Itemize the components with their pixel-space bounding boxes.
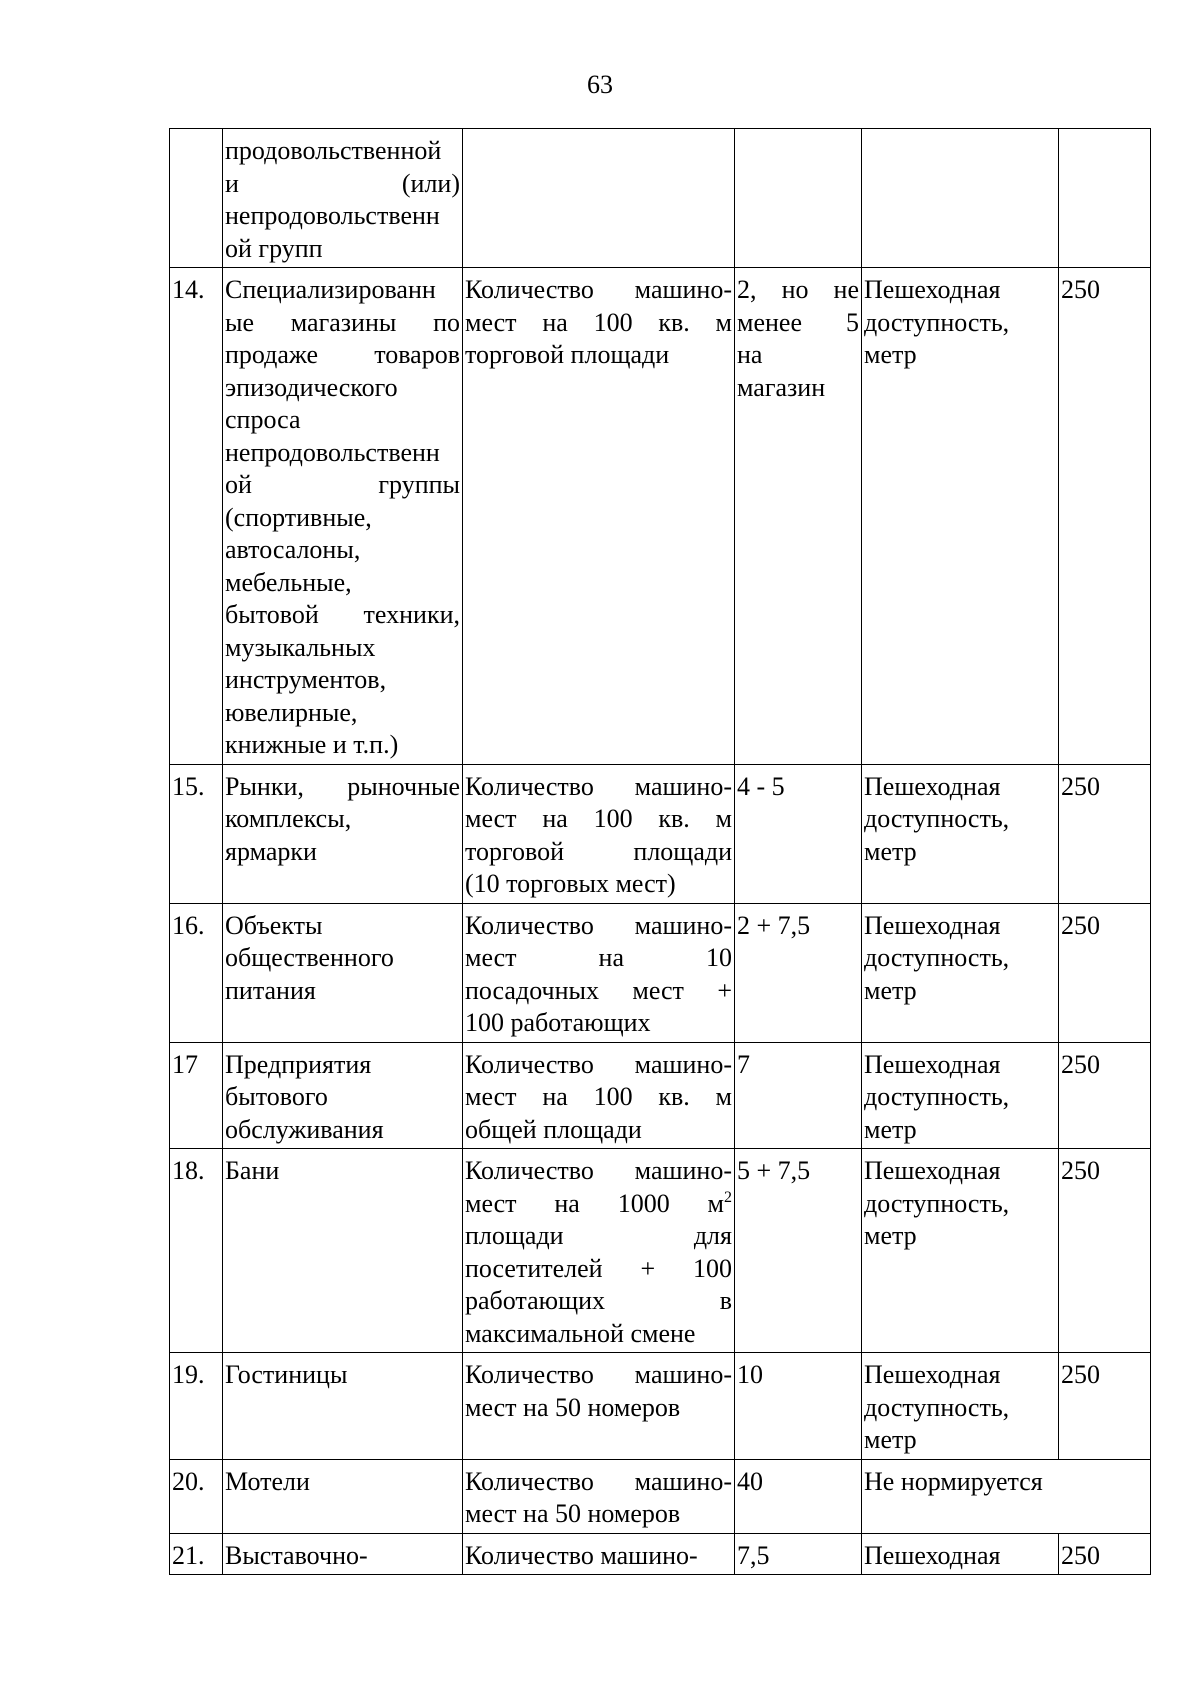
indicator-line [465,1359,732,1392]
value-text: на [737,340,763,369]
access-line [864,1392,1056,1425]
indicator-text: Количество машино- [465,1156,732,1185]
indicator-cell [463,1042,735,1149]
object-text: ой группы [225,470,460,499]
access-text: Пешеходная [864,1360,1001,1389]
indicator-text: Количество машино- [465,1540,698,1570]
table-row [170,129,1151,268]
row-number-cell: 19. [170,1353,223,1460]
table-row [170,1533,1151,1575]
row-number-cell: 18. [170,1149,223,1353]
object-line [225,469,460,502]
indicator-line [465,1466,732,1499]
row-number-cell: 15. [170,764,223,903]
indicator-line [465,1318,732,1351]
parking-norms-table [169,128,1151,1575]
indicator-line [465,803,732,836]
access-line [864,1081,1056,1114]
norm-value-cell [735,1042,862,1149]
indicator-text: работающих в [465,1286,732,1315]
value-text: 2 + 7,5 [737,910,811,940]
object-text: инструментов, [225,665,387,694]
object-text: ювелирные, [225,697,358,727]
row-number-cell [170,129,223,268]
indicator-text: Количество машино- [465,771,732,801]
accessibility-cell [862,268,1059,765]
object-line [225,942,460,975]
indicator-text: Количество машино- [465,1049,732,1079]
access-text: Пешеходная [864,1156,1001,1185]
object-line [225,567,460,600]
object-text: ярмарки [225,836,317,866]
object-text: бытового [225,1082,328,1111]
access-text: доступность, [864,307,1010,337]
value-text: магазин [737,372,826,402]
distance-cell: 250 [1059,1353,1151,1460]
object-line [225,200,460,233]
indicator-line [465,1114,732,1147]
access-text: Пешеходная [864,910,1001,940]
object-line [225,135,460,168]
indicator-text: торговой площади [465,340,670,369]
object-text: непродовольственн [225,201,440,230]
indicator-line [465,1007,732,1040]
indicator-line [465,1285,732,1318]
access-line [864,1424,1056,1457]
indicator-cell [463,1533,735,1575]
indicator-text: максимальной смене [465,1318,696,1348]
object-line [225,534,460,567]
accessibility-cell [862,129,1059,268]
access-line [864,910,1056,943]
access-text: доступность, [864,1188,1010,1218]
indicator-text: Количество машино- [465,1360,732,1389]
object-line [225,599,460,632]
indicator-cell [463,1149,735,1353]
norm-value-cell [735,268,862,765]
access-text: доступность, [864,1392,1010,1422]
indicator-line [465,307,732,340]
indicator-text: мест на 10 [465,943,732,972]
accessibility-cell [862,1149,1059,1353]
object-line [225,1114,460,1147]
object-text: непродовольственн [225,437,440,467]
indicator-line [465,868,732,901]
access-line [864,836,1056,869]
indicator-line [465,1049,732,1082]
distance-cell: 250 [1059,1533,1151,1575]
indicator-text: Количество машино- [465,275,732,304]
object-text: (спортивные, [225,502,372,532]
object-text: и (или) [225,168,460,198]
object-text: ой групп [225,233,323,263]
indicator-line [465,339,732,372]
access-text: Пешеходная [864,275,1001,304]
indicator-cell [463,764,735,903]
access-text: метр [864,836,917,866]
indicator-text: площади для [465,1221,732,1250]
value-line [737,771,859,804]
access-line [864,1220,1056,1253]
indicator-line [465,1253,732,1286]
access-line [864,274,1056,307]
object-text: Выставочно- [225,1540,368,1570]
row-number-cell: 21. [170,1533,223,1575]
access-text: метр [864,1221,917,1250]
object-text: Объекты [225,910,323,940]
indicator-line [465,274,732,307]
accessibility-cell [862,1353,1059,1460]
object-text: продаже товаров [225,340,460,369]
indicator-line [465,1155,732,1188]
object-line [225,771,460,804]
indicator-text: мест на 100 кв. м [465,307,732,337]
indicator-cell [463,268,735,765]
indicator-text: 100 работающих [465,1008,651,1037]
object-text: Специализированн [225,275,436,304]
table-row [170,764,1151,903]
value-text: менее 5 [737,307,859,337]
access-text: метр [864,1425,917,1454]
access-line [864,1155,1056,1188]
table-row [170,1459,1151,1533]
access-line [864,1049,1056,1082]
norm-value-cell [735,1459,862,1533]
value-line [737,1155,859,1188]
object-text: обслуживания [225,1114,384,1144]
distance-cell: 250 [1059,764,1151,903]
value-line [737,910,859,943]
indicator-cell [463,1353,735,1460]
object-text: мебельные, [225,567,352,597]
object-cell [223,268,463,765]
object-text: эпизодического [225,372,398,402]
accessibility-cell [862,1042,1059,1149]
indicator-text: посетителей + 100 [465,1253,732,1283]
object-line [225,404,460,437]
object-line [225,975,460,1008]
indicator-text: мест на 50 номеров [465,1392,681,1422]
access-text: Пешеходная [864,1049,1001,1079]
value-line [737,274,859,307]
value-text: 10 [737,1360,763,1389]
access-line [864,803,1056,836]
object-line [225,339,460,372]
table-row [170,268,1151,765]
object-line [225,664,460,697]
distance-cell: 250 [1059,903,1151,1042]
value-text: 7,5 [737,1540,770,1570]
object-line [225,502,460,535]
row-number-cell: 16. [170,903,223,1042]
object-text: комплексы, [225,804,352,833]
distance-cell: 250 [1059,1042,1151,1149]
value-text: 5 + 7,5 [737,1156,811,1185]
indicator-line [465,836,732,869]
object-line [225,632,460,665]
access-text: метр [864,975,917,1005]
object-text: Гостиницы [225,1360,348,1389]
indicator-line [465,942,732,975]
indicator-text: мест на 100 кв. м [465,1082,732,1111]
page-number: 63 [587,70,613,99]
indicator-line [465,910,732,943]
object-line [225,1049,460,1082]
indicator-cell [463,129,735,268]
square-meter-superscript: 2 [724,1188,732,1206]
accessibility-merged-cell: Не нормируется [862,1459,1151,1533]
object-line [225,1155,460,1188]
distance-cell: 250 [1059,1149,1151,1353]
object-line [225,1081,460,1114]
object-text: книжные и т.п.) [225,730,399,759]
object-text: общественного [225,943,394,972]
object-text: бытовой техники, [225,600,460,629]
object-line [225,836,460,869]
object-line [225,168,460,201]
norm-value-cell [735,903,862,1042]
value-text: 40 [737,1466,763,1496]
object-line [225,1540,460,1573]
access-text: метр [864,340,917,369]
object-line [225,233,460,266]
access-line [864,1114,1056,1147]
indicator-text: мест на 100 кв. м [465,804,732,833]
row-number-cell: 20. [170,1459,223,1533]
distance-cell [1059,129,1151,268]
value-line [737,1540,859,1573]
indicator-cell [463,903,735,1042]
distance-cell: 250 [1059,268,1151,765]
value-line [737,339,859,372]
object-cell [223,903,463,1042]
object-text: Рынки, рыночные [225,771,460,801]
object-text: спроса [225,405,301,434]
access-text: доступность, [864,1082,1010,1111]
value-line [737,1359,859,1392]
indicator-text: общей площади [465,1114,642,1144]
object-line [225,803,460,836]
table-row [170,1149,1151,1353]
indicator-line [465,1220,732,1253]
table-row [170,1353,1151,1460]
object-cell [223,1042,463,1149]
accessibility-cell [862,764,1059,903]
access-line [864,771,1056,804]
indicator-text: мест на 50 номеров [465,1499,681,1528]
object-cell [223,129,463,268]
object-cell [223,1353,463,1460]
access-line [864,339,1056,372]
indicator-line [465,1498,732,1531]
object-line [225,729,460,762]
object-line [225,1359,460,1392]
indicator-text: (10 торговых мест) [465,869,676,898]
value-line [737,372,859,405]
indicator-text: торговой площади [465,836,732,866]
access-line [864,307,1056,340]
object-line [225,437,460,470]
access-text: доступность, [864,804,1010,833]
object-text: Мотели [225,1466,310,1496]
access-line [864,942,1056,975]
access-line [864,1359,1056,1392]
accessibility-cell [862,1533,1059,1575]
row-number-cell: 14. [170,268,223,765]
access-line [864,1188,1056,1221]
value-line [737,1049,859,1082]
value-text: 4 - 5 [737,771,785,801]
indicator-line [465,771,732,804]
object-line [225,1466,460,1499]
indicator-cell [463,1459,735,1533]
value-text: 2, но не [737,275,859,304]
object-cell [223,1149,463,1353]
access-line [864,975,1056,1008]
table-row [170,903,1151,1042]
object-text: Предприятия [225,1049,372,1079]
object-text: Бани [225,1156,280,1185]
object-line [225,372,460,405]
access-text: Пешеходная [864,1540,1001,1570]
table-row [170,1042,1151,1149]
object-cell [223,1459,463,1533]
access-text: метр [864,1114,917,1144]
norm-value-cell [735,1149,862,1353]
object-line [225,274,460,307]
object-text: ые магазины по [225,307,460,337]
indicator-line [465,1188,732,1221]
indicator-text: посадочных мест + [465,975,732,1005]
indicator-line [465,1392,732,1425]
access-text: Пешеходная [864,771,1001,801]
object-text: автосалоны, [225,535,361,564]
value-text: 7 [737,1049,750,1079]
value-line [737,1466,859,1499]
value-line [737,307,859,340]
norm-value-cell [735,1353,862,1460]
access-line [864,1540,1056,1573]
object-text: продовольственной [225,136,442,165]
indicator-text: мест на 1000 м [465,1188,724,1218]
indicator-text: Количество машино- [465,1466,732,1496]
indicator-line [465,1540,732,1573]
indicator-text: Количество машино- [465,910,732,940]
indicator-line [465,975,732,1008]
row-number-cell: 17 [170,1042,223,1149]
norm-value-cell [735,1533,862,1575]
object-text: музыкальных [225,632,376,662]
object-line [225,307,460,340]
object-line [225,910,460,943]
object-cell [223,1533,463,1575]
access-text: доступность, [864,943,1010,972]
object-text: питания [225,975,316,1005]
norm-value-cell [735,129,862,268]
object-line [225,697,460,730]
table-body [170,129,1151,1575]
indicator-line [465,1081,732,1114]
object-cell [223,764,463,903]
accessibility-cell [862,903,1059,1042]
norm-value-cell [735,764,862,903]
